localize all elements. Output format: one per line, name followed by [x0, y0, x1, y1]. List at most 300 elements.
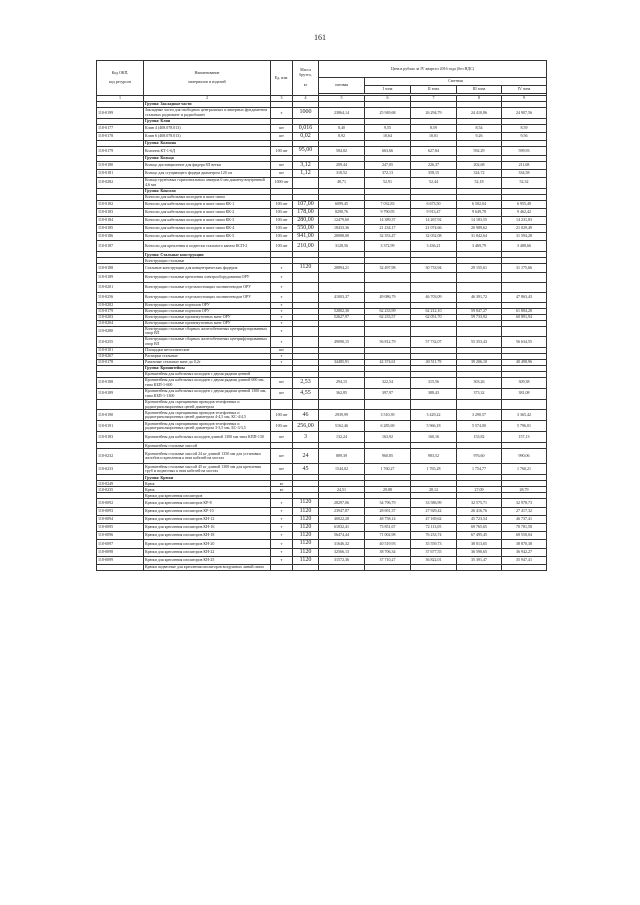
- empty-cell: [271, 399, 293, 410]
- row-zone3-price: 24 410,86: [457, 108, 502, 119]
- row-zone3-price: 373,32: [457, 388, 502, 399]
- row-code: 110-0096: [97, 532, 144, 540]
- row-name: Стальные конструкции для концентрических фидеров: [144, 264, 271, 272]
- row-code: 110-0187: [97, 241, 144, 252]
- row-zone4-price: 32 978,73: [502, 499, 547, 507]
- table-row: [97, 241, 547, 252]
- row-name: Кронштейны для кабельных колодцев с двумя рядами длиной 600 мм, типа КБП-1-600: [144, 377, 271, 388]
- row-name: Кронштейны для скрещивания проводов телефонных и радиотрансляционных цепей диаметром 4-4,5 мм, КС-4/4,5: [144, 410, 271, 421]
- row-zone4-price: 6 955,49: [502, 200, 547, 208]
- row-opt-price: 28088,00: [319, 233, 365, 241]
- row-unit: т: [271, 353, 293, 359]
- row-zone3-price: 26 416,76: [457, 507, 502, 515]
- row-code: 110-0189: [97, 388, 144, 399]
- row-zone3-price: 5 574,00: [457, 421, 502, 432]
- table-row: [97, 125, 547, 133]
- row-opt-price: 209,44: [319, 161, 365, 169]
- row-name: Конструкции стальные отдельностоящих молниеотводов ОРУ: [144, 282, 271, 292]
- row-unit: шт: [271, 169, 293, 177]
- row-zone3-price: 8,54: [457, 125, 502, 133]
- row-unit: 100 шт: [271, 421, 293, 432]
- row-code: 110-0098: [97, 548, 144, 556]
- row-zone4-price: 211,68: [502, 161, 547, 169]
- table-row: [97, 292, 547, 302]
- table-row: [97, 272, 547, 282]
- row-mass: 1120: [293, 524, 319, 532]
- row-zone4-price: 31 175,66: [502, 264, 547, 272]
- row-name: Кольцо для сгущающего фидера диаметром 120 см: [144, 169, 271, 177]
- row-unit: 100 шт: [271, 147, 293, 155]
- row-opt-price: 52802,30: [319, 308, 365, 314]
- row-zone1-price: 49 086,79: [365, 292, 411, 302]
- row-zone2-price: 14 267,92: [411, 216, 457, 224]
- row-zone4-price: 46 737,41: [502, 515, 547, 523]
- empty-cell: [502, 564, 547, 570]
- page-number: 161: [314, 33, 326, 42]
- row-zone2-price: 358,15: [411, 169, 457, 177]
- row-mass: 24: [293, 449, 319, 464]
- row-code: 110-0178: [97, 133, 144, 141]
- empty-cell: [271, 564, 293, 570]
- row-opt-price: 18433,36: [319, 225, 365, 233]
- row-zone1-price: 38 706,34: [365, 548, 411, 556]
- row-unit: т: [271, 548, 293, 556]
- row-unit: т: [271, 302, 293, 308]
- row-code: 110-0181: [97, 169, 144, 177]
- row-code: 110-0178: [97, 359, 144, 365]
- row-zone4-price: 334,58: [502, 169, 547, 177]
- row-code: 110-0204: [97, 320, 144, 326]
- row-zone1-price: 3 372,99: [365, 241, 411, 252]
- header-zone: II зона: [411, 86, 457, 94]
- row-name: Конструкции стальные сборных железобетонных центрифугированных опор ВЛ: [144, 337, 271, 348]
- row-opt-price: 1544,02: [319, 464, 365, 475]
- row-name: Площадки металлические: [144, 347, 271, 353]
- row-name: Кронштейны для кабельных колодцев длиной 1300 мм типа КПП-130: [144, 432, 271, 443]
- row-zone1-price: 62 233,57: [365, 314, 411, 320]
- row-zone1-price: [365, 326, 411, 337]
- row-zone1-price: 9 790,95: [365, 208, 411, 216]
- row-zone3-price: 45 723,54: [457, 515, 502, 523]
- row-opt-price: 32566,13: [319, 548, 365, 556]
- row-opt-price: 584,82: [319, 147, 365, 155]
- header-zone: I зона: [365, 86, 411, 94]
- row-zone1-price: [365, 282, 411, 292]
- row-code: 110-0094: [97, 515, 144, 523]
- row-zone1-price: 9,55: [365, 125, 411, 133]
- row-zone3-price: 202,68: [457, 161, 502, 169]
- row-opt-price: 5162,46: [319, 421, 365, 432]
- header-zone: III зона: [457, 86, 502, 94]
- header-smeta: Сметная: [365, 78, 547, 86]
- table-row: [97, 147, 547, 155]
- row-zone4-price: 60 891,94: [502, 314, 547, 320]
- row-opt-price: 56474,44: [319, 532, 365, 540]
- row-zone4-price: 40 498,96: [502, 359, 547, 365]
- row-opt-price: 362,85: [319, 388, 365, 399]
- row-code: 110-0190: [97, 410, 144, 421]
- row-code: 110-0184: [97, 216, 144, 224]
- row-zone2-price: 40 511,79: [411, 359, 457, 365]
- row-zone4-price: 70 781,58: [502, 524, 547, 532]
- row-code: 110-0093: [97, 507, 144, 515]
- row-unit: т: [271, 515, 293, 523]
- row-zone3-price: 69 765,65: [457, 524, 502, 532]
- row-zone2-price: 21 074,66: [411, 225, 457, 233]
- row-zone4-price: 381,08: [502, 388, 547, 399]
- group-name: Группа: Консоли: [144, 188, 271, 194]
- header-unit: Ед. изм.: [271, 61, 293, 96]
- row-zone2-price: [411, 282, 457, 292]
- row-mass: 1120: [293, 548, 319, 556]
- row-code: 110-0179: [97, 308, 144, 314]
- table-row: [97, 282, 547, 292]
- row-code: 110-0235: [97, 487, 144, 493]
- row-mass: 95,00: [293, 147, 319, 155]
- row-name: Конструкции стальные крепления электрооборудования ОРУ: [144, 272, 271, 282]
- row-code: 110-0183: [97, 208, 144, 216]
- subgroup-name: Крюки для крепления изоляторов: [144, 493, 271, 499]
- row-zone1-price: 1 760,27: [365, 464, 411, 475]
- row-zone3-price: 3 290,57: [457, 410, 502, 421]
- row-zone4-price: 28,79: [502, 487, 547, 493]
- row-name: Конструкции стальные промежуточных мачт ОРУ: [144, 314, 271, 320]
- row-zone2-price: 57 732,07: [411, 337, 457, 348]
- row-zone4-price: 3 365,42: [502, 410, 547, 421]
- row-name: Распорки стальные: [144, 353, 271, 359]
- row-code: 110-0095: [97, 524, 144, 532]
- row-name: Консоли для крепления и подвески стального каната КСП-2: [144, 241, 271, 252]
- row-name: Крюки для крепления изоляторов КР-8: [144, 499, 271, 507]
- row-zone2-price: 30 733,94: [411, 264, 457, 272]
- row-zone4-price: 27 417,32: [502, 507, 547, 515]
- row-opt-price: 8,40: [319, 125, 365, 133]
- row-zone2-price: 62 051,70: [411, 314, 457, 320]
- row-zone2-price: 1 765,28: [411, 464, 457, 475]
- row-zone2-price: 76 233,74: [411, 532, 457, 540]
- row-zone1-price: 71 002,98: [365, 532, 411, 540]
- col-number: 8: [457, 96, 502, 102]
- row-zone3-price: [457, 326, 502, 337]
- col-number: 3: [271, 96, 293, 102]
- row-mass: 550,00: [293, 225, 319, 233]
- row-mass: 45: [293, 464, 319, 475]
- row-zone4-price: 8,59: [502, 125, 547, 133]
- row-zone1-price: 32 353,47: [365, 233, 411, 241]
- row-zone3-price: 52,18: [457, 177, 502, 188]
- row-zone2-price: 388,43: [411, 388, 457, 399]
- row-name: Крюки для крепления изоляторов КН-18: [144, 532, 271, 540]
- row-zone2-price: 6 673,50: [411, 200, 457, 208]
- row-mass: 178,00: [293, 208, 319, 216]
- row-zone3-price: 153,82: [457, 432, 502, 443]
- row-zone1-price: 6 285,69: [365, 421, 411, 432]
- row-unit: 100 шт: [271, 410, 293, 421]
- row-zone2-price: 32 052,08: [411, 233, 457, 241]
- row-zone4-price: 52,32: [502, 177, 547, 188]
- row-name: Консоли для кабельных колодцев и шахт связи КК-5: [144, 233, 271, 241]
- row-unit: т: [271, 507, 293, 515]
- col-number: 5: [319, 96, 365, 102]
- header-price: Цена в рублях за IV квартал 2016 года (без НДС): [319, 61, 547, 78]
- row-unit: шт: [271, 347, 293, 353]
- table-row: [97, 264, 547, 272]
- row-zone3-price: 29 155,61: [457, 264, 502, 272]
- row-zone3-price: 32 575,71: [457, 499, 502, 507]
- row-unit: т: [271, 524, 293, 532]
- row-zone4-price: 9,56: [502, 133, 547, 141]
- col-number: 2: [144, 96, 271, 102]
- row-unit: шт: [271, 161, 293, 169]
- row-mass: 107,00: [293, 200, 319, 208]
- row-mass: 1120: [293, 532, 319, 540]
- row-code: 110-0188: [97, 264, 144, 272]
- row-zone2-price: 62 212,10: [411, 308, 457, 314]
- row-code: 110-0177: [97, 125, 144, 133]
- row-opt-price: 52627,97: [319, 314, 365, 320]
- empty-cell: [319, 564, 365, 570]
- row-zone2-price: 28,12: [411, 487, 457, 493]
- row-zone4-price: 3 488,66: [502, 241, 547, 252]
- table-row: [97, 540, 547, 548]
- row-zone4-price: 61 804,28: [502, 308, 547, 314]
- empty-cell: [411, 399, 457, 410]
- row-zone3-price: 35 391,47: [457, 556, 502, 564]
- row-zone3-price: 36 590,65: [457, 548, 502, 556]
- row-unit: т: [271, 532, 293, 540]
- row-code: [97, 564, 144, 570]
- row-zone1-price: 960,85: [365, 449, 411, 464]
- row-zone2-price: 627,84: [411, 147, 457, 155]
- table-row: [97, 177, 547, 188]
- row-zone2-price: 5 966,18: [411, 421, 457, 432]
- row-zone4-price: 21 029,49: [502, 225, 547, 233]
- row-zone4-price: 990,06: [502, 449, 547, 464]
- header-mass: Масса брутто, кг: [293, 61, 319, 96]
- row-code: 110-0099: [97, 556, 144, 564]
- empty-cell: [411, 564, 457, 570]
- subgroup-row: [97, 564, 547, 570]
- table-row: [97, 410, 547, 421]
- row-zone3-price: 59 733,92: [457, 314, 502, 320]
- row-zone4-price: 38 870,38: [502, 540, 547, 548]
- row-mass: 1120: [293, 540, 319, 548]
- row-code: 110-0232: [97, 449, 144, 464]
- row-name: Кронштейны для скрещивания проводов телефонных и радиотрансляционных цепей диаметром 3-3,5 мм, БС-3/3,5: [144, 421, 271, 432]
- row-code: 110-0183: [97, 432, 144, 443]
- row-zone4-price: 1 760,21: [502, 464, 547, 475]
- row-mass: [293, 292, 319, 302]
- row-zone2-price: 9 913,47: [411, 208, 457, 216]
- row-opt-price: 889,39: [319, 449, 365, 464]
- row-zone4-price: 47 863,43: [502, 292, 547, 302]
- row-opt-price: 34485,91: [319, 359, 365, 365]
- row-mass: 256,00: [293, 421, 319, 432]
- row-zone2-price: 8,59: [411, 125, 457, 133]
- row-code: 110-0233: [97, 464, 144, 475]
- row-mass: 941,00: [293, 233, 319, 241]
- group-name: Группа: Стальные конструкции: [144, 252, 271, 258]
- row-zone3-price: 976,60: [457, 449, 502, 464]
- row-zone1-price: 25 949,68: [365, 108, 411, 119]
- row-zone2-price: 160,16: [411, 432, 457, 443]
- row-opt-price: [319, 282, 365, 292]
- row-zone3-price: 1 754,77: [457, 464, 502, 475]
- row-zone3-price: 303,26: [457, 377, 502, 388]
- row-unit: т: [271, 320, 293, 326]
- row-mass: 1000: [293, 108, 319, 119]
- row-zone3-price: 67 495,45: [457, 532, 502, 540]
- header-zone: IV зона: [502, 86, 547, 94]
- row-zone3-price: 39 206,10: [457, 359, 502, 365]
- row-zone1-price: 42 374,61: [365, 359, 411, 365]
- row-code: 110-0188: [97, 377, 144, 388]
- row-unit: т: [271, 272, 293, 282]
- row-name: Конструкции стальные отдельностоящих молниеотводов ОРУ: [144, 292, 271, 302]
- row-zone4-price: [502, 326, 547, 337]
- row-opt-price: 31646,32: [319, 540, 365, 548]
- row-zone2-price: 36 822,01: [411, 556, 457, 564]
- empty-cell: [293, 564, 319, 570]
- row-opt-price: 2939,99: [319, 410, 365, 421]
- row-unit: 100 шт: [271, 216, 293, 224]
- group-name: Группа: Закладные части: [144, 102, 271, 108]
- row-name: Консоли для кабельных колодцев и шахт связи КК-4: [144, 225, 271, 233]
- row-unit: шт: [271, 125, 293, 133]
- col-number: 4: [293, 96, 319, 102]
- row-zone1-price: 21 234,17: [365, 225, 411, 233]
- row-unit: т: [271, 108, 293, 119]
- empty-cell: [502, 399, 547, 410]
- row-mass: 0,02: [293, 133, 319, 141]
- row-name: Крюки для крепления изоляторов КР-10: [144, 507, 271, 515]
- row-zone1-price: 397,97: [365, 388, 411, 399]
- row-opt-price: [319, 326, 365, 337]
- table-row: [97, 421, 547, 432]
- row-name: Кронштейны стальные массой 45 кг длиной 1300 мм для крепления труб и подвесных к ним кабелей на мостах: [144, 464, 271, 475]
- table-row: [97, 225, 547, 233]
- empty-cell: [293, 399, 319, 410]
- row-zone1-price: 48 758,14: [365, 515, 411, 523]
- table-row: [97, 326, 547, 337]
- row-opt-price: 6099,45: [319, 200, 365, 208]
- row-name: Кронштейны стальные массой 24 кг длиной 1350 мм для установки желобов и крепления к ним кабелей на мостах: [144, 449, 271, 464]
- row-mass: 1,12: [293, 169, 319, 177]
- col-number: 7: [411, 96, 457, 102]
- row-code: 110-0185: [97, 225, 144, 233]
- row-mass: [293, 337, 319, 348]
- row-zone3-price: [457, 272, 502, 282]
- row-opt-price: 28297,06: [319, 499, 365, 507]
- row-zone3-price: 31 842,64: [457, 233, 502, 241]
- row-unit: т: [271, 282, 293, 292]
- row-code: 110-0256: [97, 292, 144, 302]
- row-unit: 100 шт: [271, 233, 293, 241]
- row-zone2-price: 72 113,05: [411, 524, 457, 532]
- row-code: 110-0201: [97, 282, 144, 292]
- row-zone4-price: 35 947,41: [502, 556, 547, 564]
- row-name: Крюки для крепления изоляторов КН-25: [144, 556, 271, 564]
- row-unit: кг: [271, 487, 293, 493]
- empty-cell: [457, 399, 502, 410]
- row-code: [97, 399, 144, 410]
- row-mass: 3: [293, 432, 319, 443]
- row-zone2-price: 3 429,22: [411, 410, 457, 421]
- row-zone4-price: 309,38: [502, 377, 547, 388]
- row-zone2-price: 26 294,79: [411, 108, 457, 119]
- row-code: 110-0101: [97, 347, 144, 353]
- row-mass: 1120: [293, 264, 319, 272]
- row-opt-price: 23947,87: [319, 507, 365, 515]
- row-zone3-price: 9,26: [457, 133, 502, 141]
- row-zone3-price: [457, 282, 502, 292]
- row-zone3-price: 59 847,27: [457, 308, 502, 314]
- row-unit: шт: [271, 388, 293, 399]
- table-row: [97, 499, 547, 507]
- row-zone3-price: 14 183,55: [457, 216, 502, 224]
- row-mass: 1120: [293, 499, 319, 507]
- row-mass: 3,12: [293, 161, 319, 169]
- row-zone4-price: 14 231,83: [502, 216, 547, 224]
- row-zone4-price: 56 634,55: [502, 337, 547, 348]
- group-name: Группа: Крюки: [144, 475, 271, 481]
- row-name: Конструкции стальные порталов ОРУ: [144, 308, 271, 314]
- col-number: 9: [502, 96, 547, 102]
- row-code: 110-0199: [97, 108, 144, 119]
- row-opt-price: 3128,56: [319, 241, 365, 252]
- row-mass: 2,53: [293, 377, 319, 388]
- group-name: Группа: Клин: [144, 119, 271, 125]
- row-zone4-price: 36 942,27: [502, 548, 547, 556]
- row-unit: т: [271, 499, 293, 507]
- table-row: [97, 133, 547, 141]
- subgroup-name: Кронштейны стальные массой: [144, 443, 271, 449]
- row-unit: 100 шт: [271, 241, 293, 252]
- row-name: Крюк: [144, 487, 271, 493]
- row-opt-price: 8290,76: [319, 208, 365, 216]
- row-name: Конструкции стальные промежуточных мачт ОРУ: [144, 320, 271, 326]
- subgroup-name: Кронштейны для скрещивания проводов телефонных и радиотрансляционных цепей диаметром: [144, 399, 271, 410]
- table-row: [97, 548, 547, 556]
- table-row: [97, 388, 547, 399]
- row-mass: [293, 177, 319, 188]
- col-number: 6: [365, 96, 411, 102]
- row-zone3-price: 27,09: [457, 487, 502, 493]
- row-name: Крюки для крепления изоляторов КН-16: [144, 524, 271, 532]
- row-unit: 1000 шт: [271, 177, 293, 188]
- row-unit: т: [271, 292, 293, 302]
- row-zone4-price: 68 550,04: [502, 532, 547, 540]
- row-code: 110-0249: [97, 481, 144, 487]
- row-zone4-price: 157,13: [502, 432, 547, 443]
- row-zone1-price: 7 032,83: [365, 200, 411, 208]
- row-unit: 100 шт: [271, 208, 293, 216]
- row-mass: [293, 282, 319, 292]
- row-zone2-price: 3 436,21: [411, 241, 457, 252]
- row-name: Консоли для кабельных колодцев и шахт связи КК-1: [144, 200, 271, 208]
- row-mass: 1120: [293, 515, 319, 523]
- row-unit: шт: [271, 432, 293, 443]
- row-name: Кольцо дистанционное для фидера 8Л ветки: [144, 161, 271, 169]
- table-row: [97, 524, 547, 532]
- row-zone2-price: 33 586,99: [411, 499, 457, 507]
- row-opt-price: 24,51: [319, 487, 365, 493]
- row-mass: [293, 272, 319, 282]
- row-code: 110-0202: [97, 302, 144, 308]
- row-unit: т: [271, 540, 293, 548]
- row-zone1-price: 28 691,37: [365, 507, 411, 515]
- row-unit: т: [271, 359, 293, 365]
